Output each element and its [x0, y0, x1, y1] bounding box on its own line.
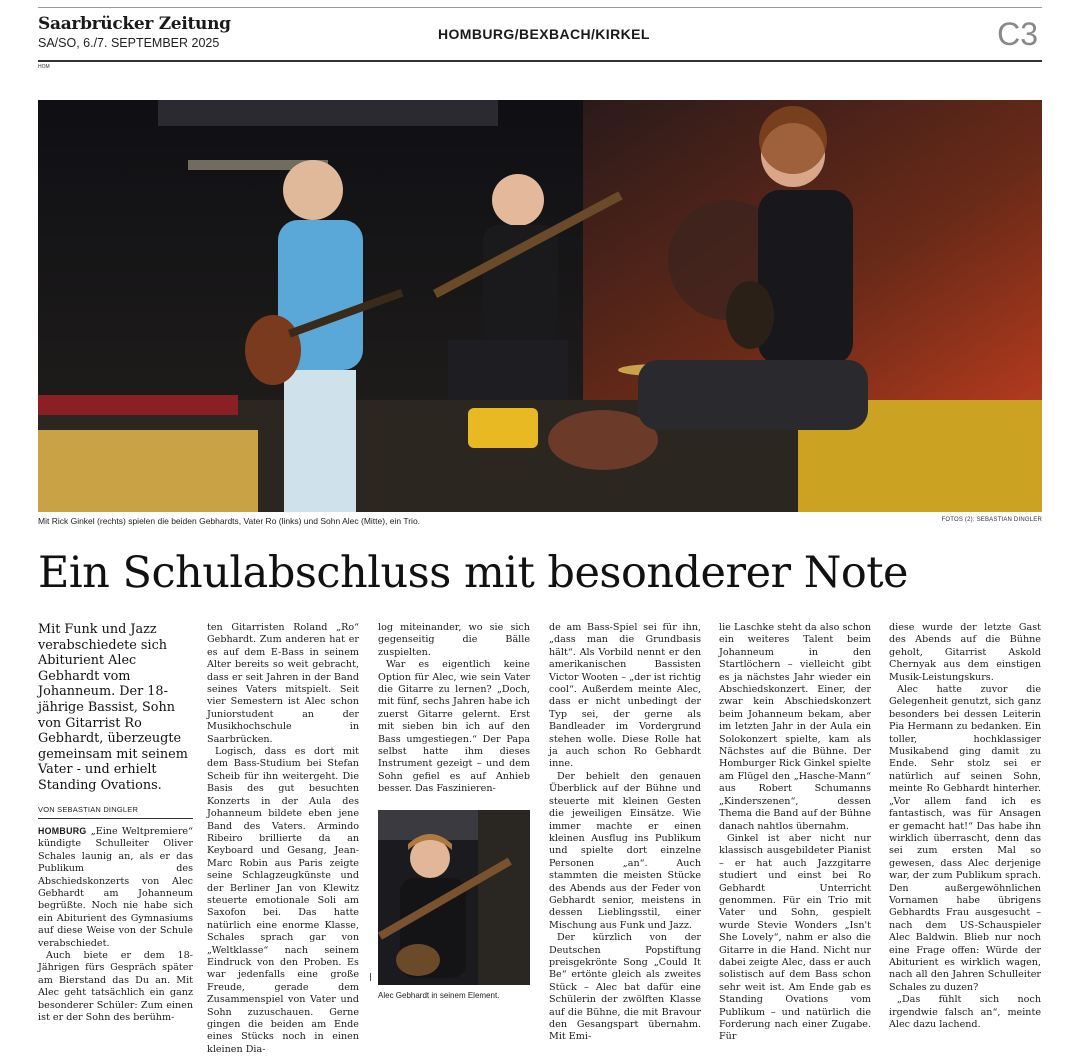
article-column-5	[719, 622, 871, 1044]
article-paragraph: „Das fühlt sich noch irgendwie falsch an“, meinte Alec dazu lachend.	[889, 994, 1041, 1030]
article-paragraph: HOMBURG „Eine Weltpremiere“ kündigte Schulleiter Oliver Schales launig an, als er das Publikum des Abschiedskonzerts von Alec Gebhardt am Johanneum begrüßte. Noch nie habe sich ein Abiturient des Gymnasiums auf diese Weise von der Schule verabschiedet.	[38, 825, 193, 949]
article-paragraph: War es eigentlich keine Option für Alec, wie sein Vater die Gitarre zu lernen? „Doch, mit fünf, sechs Jahren habe ich zuerst Gitarre gelernt. Erst mit sieben bin ich auf den Bass umgestiegen.“ Der Papa selbst hatte ihm dieses Instrument gezeigt – und dem Sohn gefiel es auf Anhieb besser. Das Faszinieren-	[378, 659, 530, 795]
region-code: HOM	[38, 64, 50, 70]
concert-photo-image	[38, 100, 1042, 512]
byline: VON SEBASTIAN DINGLER	[38, 804, 193, 819]
article-paragraph: Der kürzlich von der Deutschen Popstiftung preisgekrönte Song „Could It Be“ ertönte gleich als zweites Stück – Alec bat dafür eine Schülerin der zwölften Klasse auf die Bühne, die mit Bravour den Gesangspart übernahm. Mit Emi-	[549, 932, 701, 1043]
newspaper-logo: Saarbrücker Zeitung	[38, 14, 231, 34]
article-paragraph: diese wurde der letzte Gast des Abends auf die Bühne geholt, Gitarrist Askold Chernyak aus dem einstigen Musik-Leistungskurs.	[889, 622, 1041, 683]
article-paragraph: de am Bass-Spiel sei für ihn, „dass man die Grundbasis hält“. Als Vorbild nennt er den amerikanischen Bassisten Victor Wooten – „der ist richtig cool“. Außerdem meinte Alec, dass er nicht unbedingt der Typ sei, der gerne als Bandleader im Vordergrund stehen wolle. Diese Rolle hat ja auch schon Ro Gebhardt inne.	[549, 622, 701, 770]
issue-date: SA/SO, 6./7. SEPTEMBER 2025	[38, 36, 220, 50]
article-paragraph: log miteinander, wo sie sich gegenseitig die Bälle zuspielten.	[378, 622, 530, 658]
masthead-rule	[38, 60, 1042, 62]
top-rule	[38, 7, 1042, 8]
bassist-photo-image	[378, 810, 530, 985]
main-photo	[38, 100, 1042, 512]
article-intro: Mit Funk und Jazz verabschiedete sich Abiturient Alec Gebhardt vom Johanneum. Der 18-jährige Bassist, Sohn von Gitarrist Ro Gebhardt, überzeugte gemeinsam mit seinem Vater - und erhielt Standing Ovations.	[38, 622, 188, 793]
inset-photo-caption: Alec Gebhardt in seinem Element.	[378, 990, 500, 1000]
section-title: HOMBURG/BEXBACH/KIRKEL	[438, 26, 650, 42]
article-column-1	[38, 622, 193, 1024]
article-paragraph: Logisch, dass es dort mit dem Bass-Studium bei Stefan Scheib für ihn weitergeht. Die Basis des gut besuchten Konzerts in der Aula des Johanneum bildete eben jene Band des Vaters. Armindo Ribeiro brillierte da an Keyboard und Gesang, Jean-Marc Robin aus Paris zeigte seine Schlagzeugkünste und der Berliner Jan von Klewitz steuerte emotionale Soli am Saxofon bei. Das hatte natürlich eine enorme Klasse, Schales sprach gar von „Weltklasse“ nach seinem Eindruck von den Proben. Es war jedenfalls eine große Freude, gerade dem Zusammenspiel von Vater und Sohn zuzuschauen. Gerne gingen die beiden am Ende eines Stücks noch in einen kleinen Dia-	[207, 746, 359, 1055]
article-column-4	[549, 622, 701, 1044]
article-column-3	[378, 622, 530, 1001]
page-number: C3	[997, 16, 1038, 52]
dateline: HOMBURG	[38, 825, 87, 836]
article-paragraph: Alec hatte zuvor die Gelegenheit genutzt, sich ganz besonders bei dessen Leiterin Pia Hermann zu bedanken. Ein toller, hochklassiger Musikabend ging damit zu Ende. Sehr stolz sei er natürlich auf seinen Sohn, meinte Ro Gebhardt hinterher. „Vor allem fand ich es fantastisch, was für Ansagen er gemacht hat!“ Das habe ihn wirklich überrascht, denn das sei zum ersten Mal so gewesen, dass Alec derjenige war, der zum Publikum sprach. Den außergewöhnlichen Vornamen habe übrigens Gebhardts Frau ausgesucht – nach dem US-Schauspieler Alec Baldwin. Blieb nur noch eine Frage offen: Würde der Abiturient es wirklich wagen, nach all den Jahren Schulleiter Schales zu duzen?	[889, 684, 1041, 993]
article-paragraph: Auch biete er dem 18-Jährigen fürs Gespräch später am Bierstand das Du an. Mit Alec geht tatsächlich ein ganz besonderer Schüler: Zum einen ist er der Sohn des berühm-	[38, 950, 193, 1024]
main-photo-caption: Mit Rick Ginkel (rechts) spielen die beiden Gebhardts, Vater Ro (links) und Sohn Alec (Mitte), ein Trio.	[38, 516, 421, 526]
article-paragraph: ten Gitarristen Roland „Ro“ Gebhardt. Zum anderen hat er es auf dem E-Bass in seinem Alter bereits so weit gebracht, dass er seit Jahren in der Band seines Vaters mitspielt. Seit vier Semestern ist Alec schon Juniorstudent an der Musikhochschule in Saarbrücken.	[207, 622, 359, 745]
article-paragraph: Ginkel ist aber nicht nur klassisch ausgebildeter Pianist – er hat auch Jazzgitarre studiert und einst bei Ro Gebhardt Unterricht genommen. Für ein Trio mit Vater und Sohn, gespielt wurde Stevie Wonders „Isn't She Lovely“, nahm er also die Gitarre in die Hand. Nicht nur dabei zeigte Alec, dass er auch solistisch auf dem Bass schon sehr weit ist. Am Ende gab es Standing Ovations vom Publikum – und natürlich die Forderung nach einer Zugabe. Für	[719, 832, 871, 1043]
article-headline: Ein Schulabschluss mit besonderer Note	[38, 548, 908, 598]
article-column-6	[889, 622, 1041, 1031]
photo-credit: FOTOS (2): SEBASTIAN DINGLER	[941, 517, 1042, 523]
masthead	[38, 14, 1042, 62]
article-paragraph: Der behielt den genauen Überblick auf der Bühne und steuerte mit kleinen Gesten die jeweiligen Einsätze. Wie immer machte er einen kleinen Ausflug ins Publikum und spielte dort einzelne Personen „an“. Auch stammten die meisten Stücke des Abends aus der Feder von Gebhardt senior, meistens in dessen Lieblingsstil, einer Mischung aus Funk und Jazz.	[549, 770, 701, 931]
bottom-mark	[370, 973, 371, 981]
inset-photo	[378, 810, 530, 985]
article-column-2	[207, 622, 359, 1056]
article-paragraph: lie Laschke steht da also schon ein weiteres Talent beim Johanneum in den Startlöchern – vielleicht gibt es ja nächstes Jahr wieder ein Abschiedskonzert. Einer, der zwar kein Abschiedskonzert beim Johanneum bekam, aber im letzten Jahr in der Aula ein Solokonzert spielte, kam als Nächstes auf die Bühne. Der Homburger Rick Ginkel spielte am Flügel den „Hasche-Mann“ aus Robert Schumanns „Kinderszenen“, dessen Thema die Band auf der Bühne danach nahtlos übernahm.	[719, 622, 871, 832]
